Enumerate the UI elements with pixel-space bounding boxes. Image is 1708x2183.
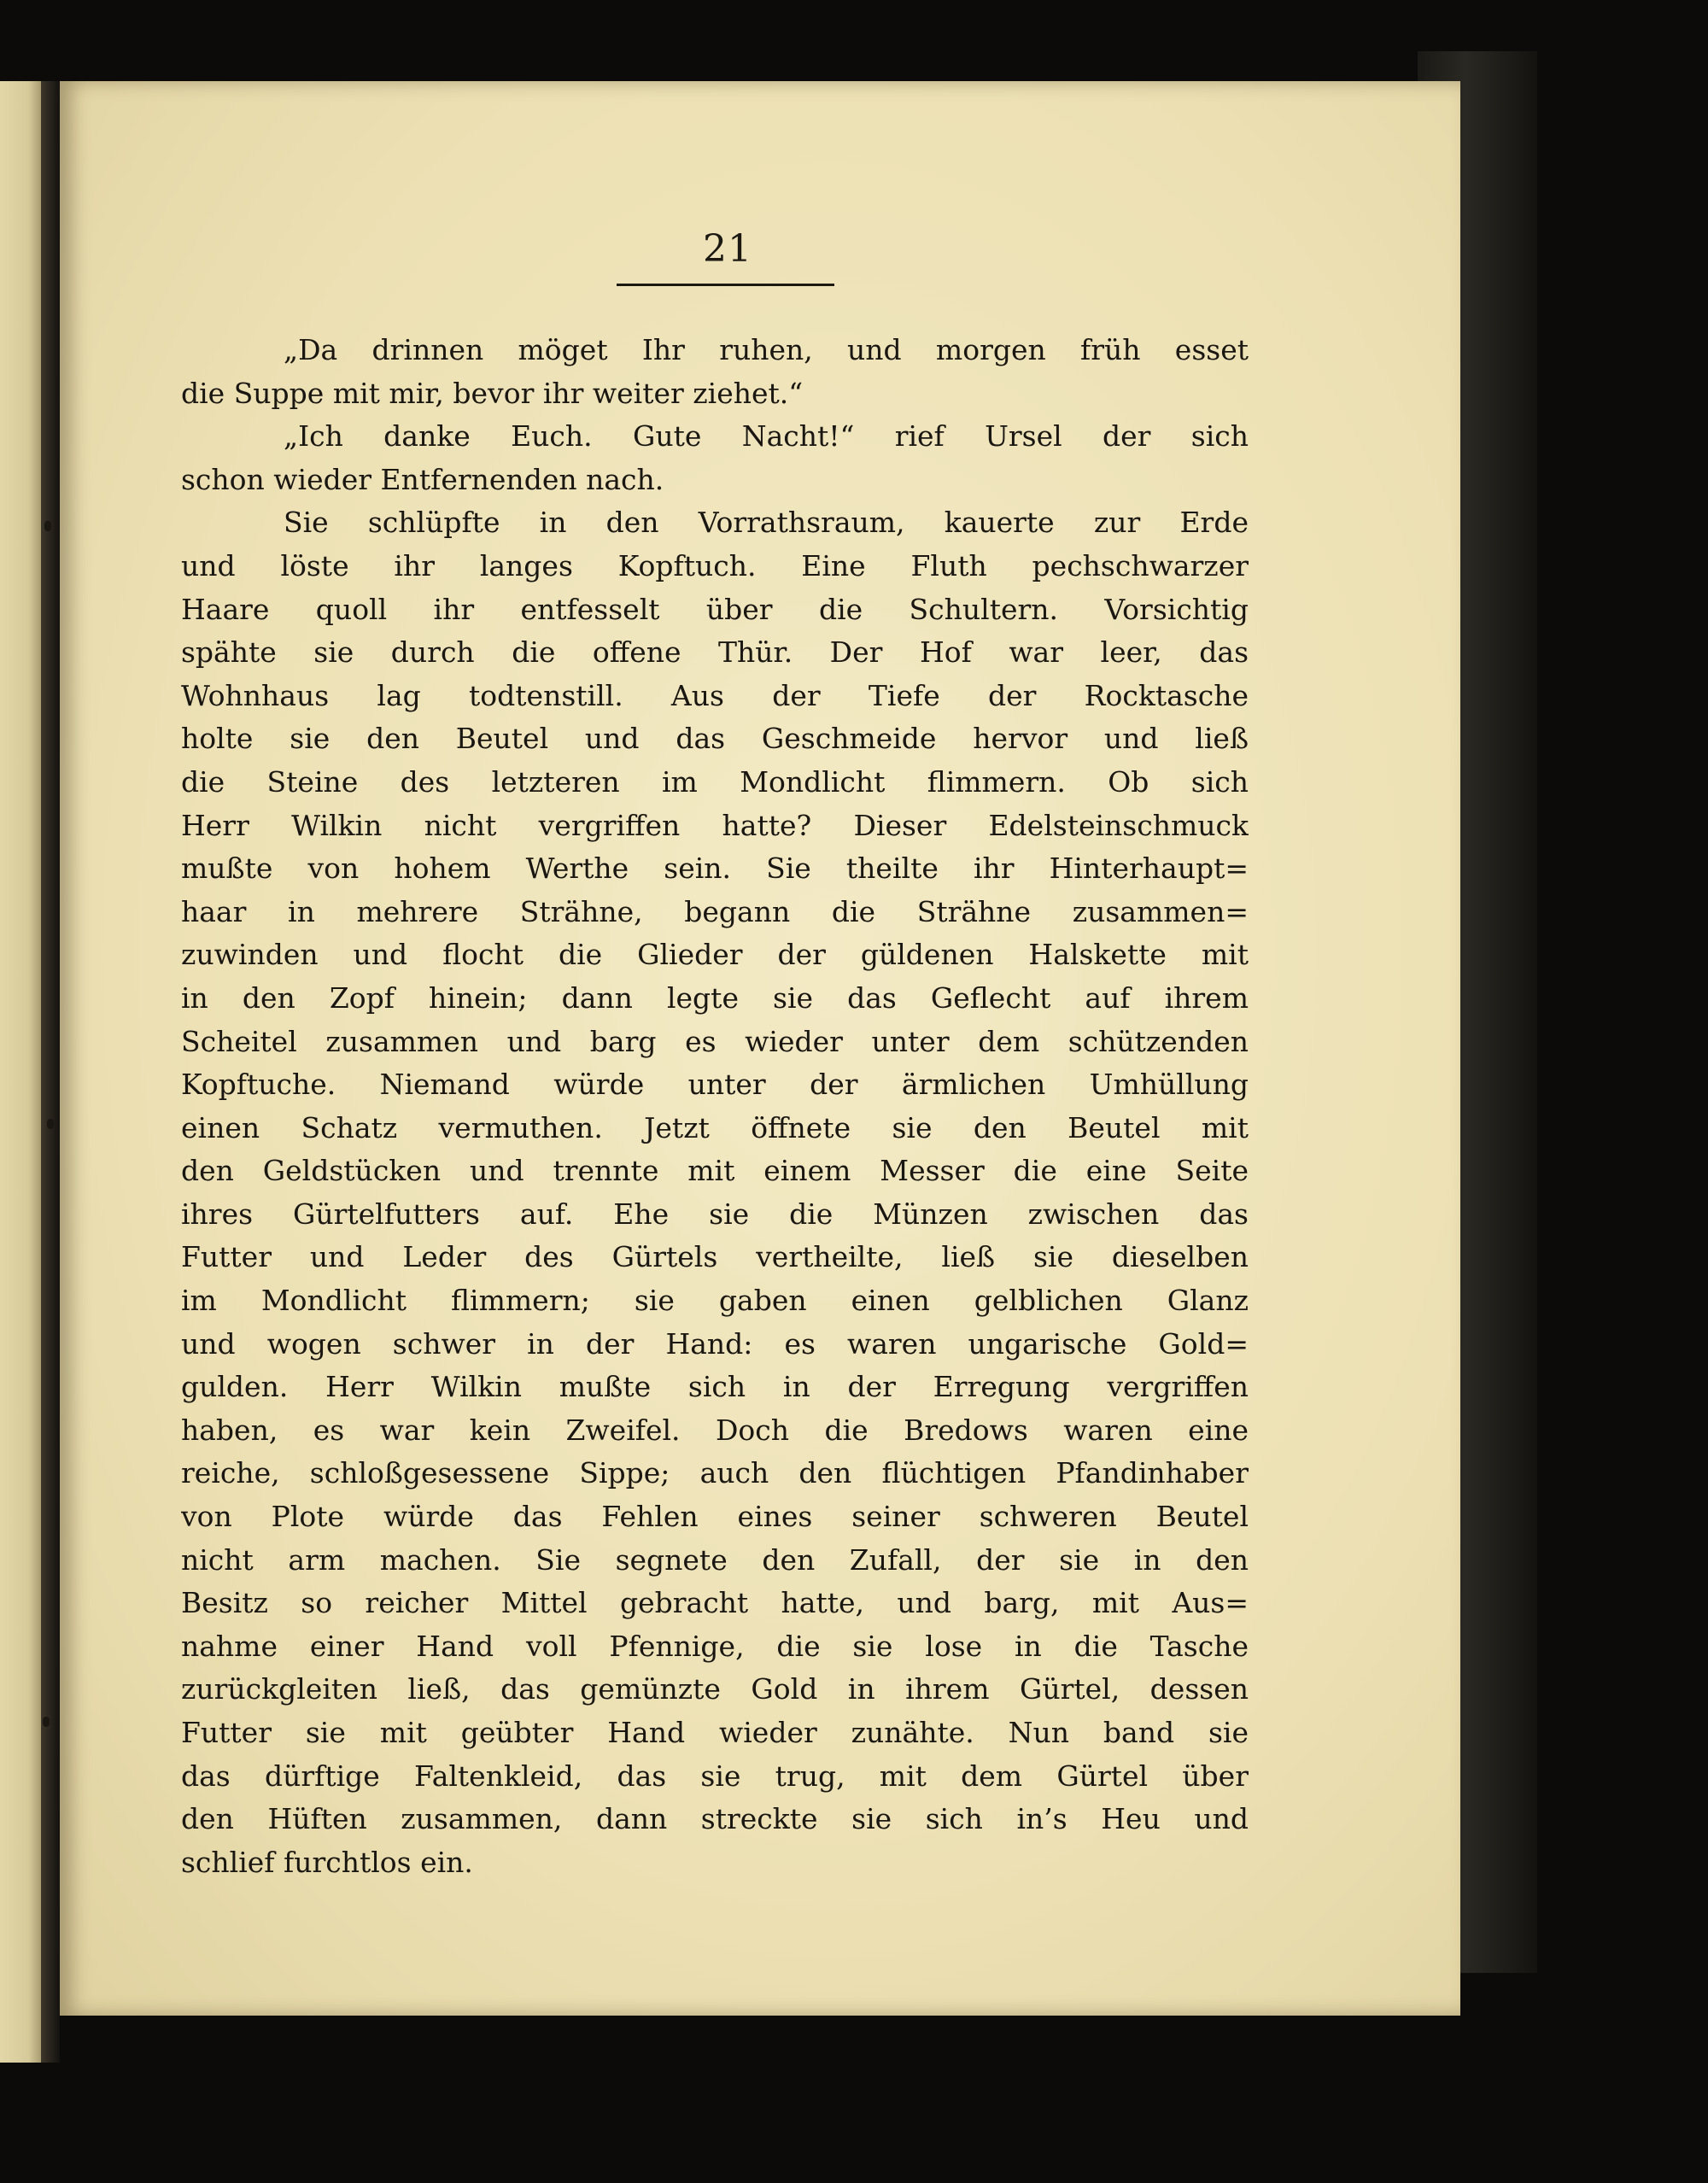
text-line: mußte von hohem Werthe sein. Sie theilte ihr Hinterhaupt= <box>181 852 1249 886</box>
text-line: „Ich danke Euch. Gute Nacht!“ rief Ursel der sich <box>284 419 1249 454</box>
text-line: zurückgleiten ließ, das gemünzte Gold in ihrem Gürtel, dessen <box>181 1672 1249 1706</box>
page-number: 21 <box>703 227 752 271</box>
text-line: haben, es war kein Zweifel. Doch die Bredows waren eine <box>181 1413 1249 1447</box>
page-number-rule <box>617 284 834 286</box>
text-line: und löste ihr langes Kopftuch. Eine Fluth pechschwarzer <box>181 548 1249 582</box>
text-line: Futter sie mit geübter Hand wieder zunähte. Nun band sie <box>181 1716 1249 1749</box>
text-line: in den Zopf hinein; dann legte sie das Geflecht auf ihrem <box>181 980 1249 1015</box>
text-line: nahme einer Hand voll Pfennige, die sie lose in die Tasche <box>181 1629 1249 1663</box>
text-line: zuwinden und flocht die Glieder der güldenen Halskette mit <box>181 938 1249 972</box>
text-line: Haare quoll ihr entfesselt über die Schultern. Vorsichtig <box>181 592 1249 626</box>
text-line: Besitz so reicher Mittel gebracht hatte, und barg, mit Aus= <box>181 1586 1249 1620</box>
text-line: schon wieder Entfernenden nach. <box>181 462 664 496</box>
margin-speck <box>43 1717 50 1727</box>
text-line: Herr Wilkin nicht vergriffen hatte? Dieser Edelsteinschmuck <box>181 808 1249 842</box>
text-line: Sie schlüpfte in den Vorrathsraum, kauerte zur Erde <box>284 506 1249 540</box>
previous-page-edge <box>0 81 41 2063</box>
text-line: von Plote würde das Fehlen eines seiner schweren Beutel <box>181 1500 1249 1534</box>
text-line: die Suppe mit mir, bevor ihr weiter ziehet.“ <box>181 376 804 410</box>
text-line: holte sie den Beutel und das Geschmeide hervor und ließ <box>181 722 1249 756</box>
text-line: Wohnhaus lag todtenstill. Aus der Tiefe der Rocktasche <box>181 678 1249 712</box>
body-text <box>181 329 1249 1884</box>
text-line: das dürftige Faltenkleid, das sie trug, mit dem Gürtel über <box>181 1759 1249 1793</box>
text-line: Futter und Leder des Gürtels vertheilte, ließ sie dieselben <box>181 1240 1249 1274</box>
margin-speck <box>47 1119 54 1129</box>
text-line: und wogen schwer in der Hand: es waren ungarische Gold= <box>181 1326 1249 1361</box>
text-line: Scheitel zusammen und barg es wieder unter dem schützenden <box>181 1024 1249 1058</box>
text-line: gulden. Herr Wilkin mußte sich in der Erregung vergriffen <box>181 1370 1249 1404</box>
text-line: „Da drinnen möget Ihr ruhen, und morgen früh esset <box>284 333 1249 366</box>
text-line: Kopftuche. Niemand würde unter der ärmlichen Umhüllung <box>181 1068 1249 1102</box>
text-line: spähte sie durch die offene Thür. Der Hof war leer, das <box>181 635 1249 670</box>
text-line: haar in mehrere Strähne, begann die Strähne zusammen= <box>181 894 1249 928</box>
text-line: im Mondlicht flimmern; sie gaben einen gelblichen Glanz <box>181 1284 1249 1318</box>
text-line: den Hüften zusammen, dann streckte sie sich in’s Heu und <box>181 1802 1249 1836</box>
text-line: die Steine des letzteren im Mondlicht flimmern. Ob sich <box>181 764 1249 799</box>
text-line: den Geldstücken und trennte mit einem Messer die eine Seite <box>181 1154 1249 1188</box>
text-line: einen Schatz vermuthen. Jetzt öffnete sie den Beutel mit <box>181 1110 1249 1144</box>
text-line: ihres Gürtelfutters auf. Ehe sie die Münzen zwischen das <box>181 1197 1249 1231</box>
text-line: reiche, schloßgesessene Sippe; auch den flüchtigen Pfandinhaber <box>181 1456 1249 1490</box>
margin-speck <box>44 521 51 531</box>
text-line: nicht arm machen. Sie segnete den Zufall, der sie in den <box>181 1542 1249 1577</box>
text-line: schlief furchtlos ein. <box>181 1845 473 1879</box>
book-gutter <box>41 81 60 2063</box>
